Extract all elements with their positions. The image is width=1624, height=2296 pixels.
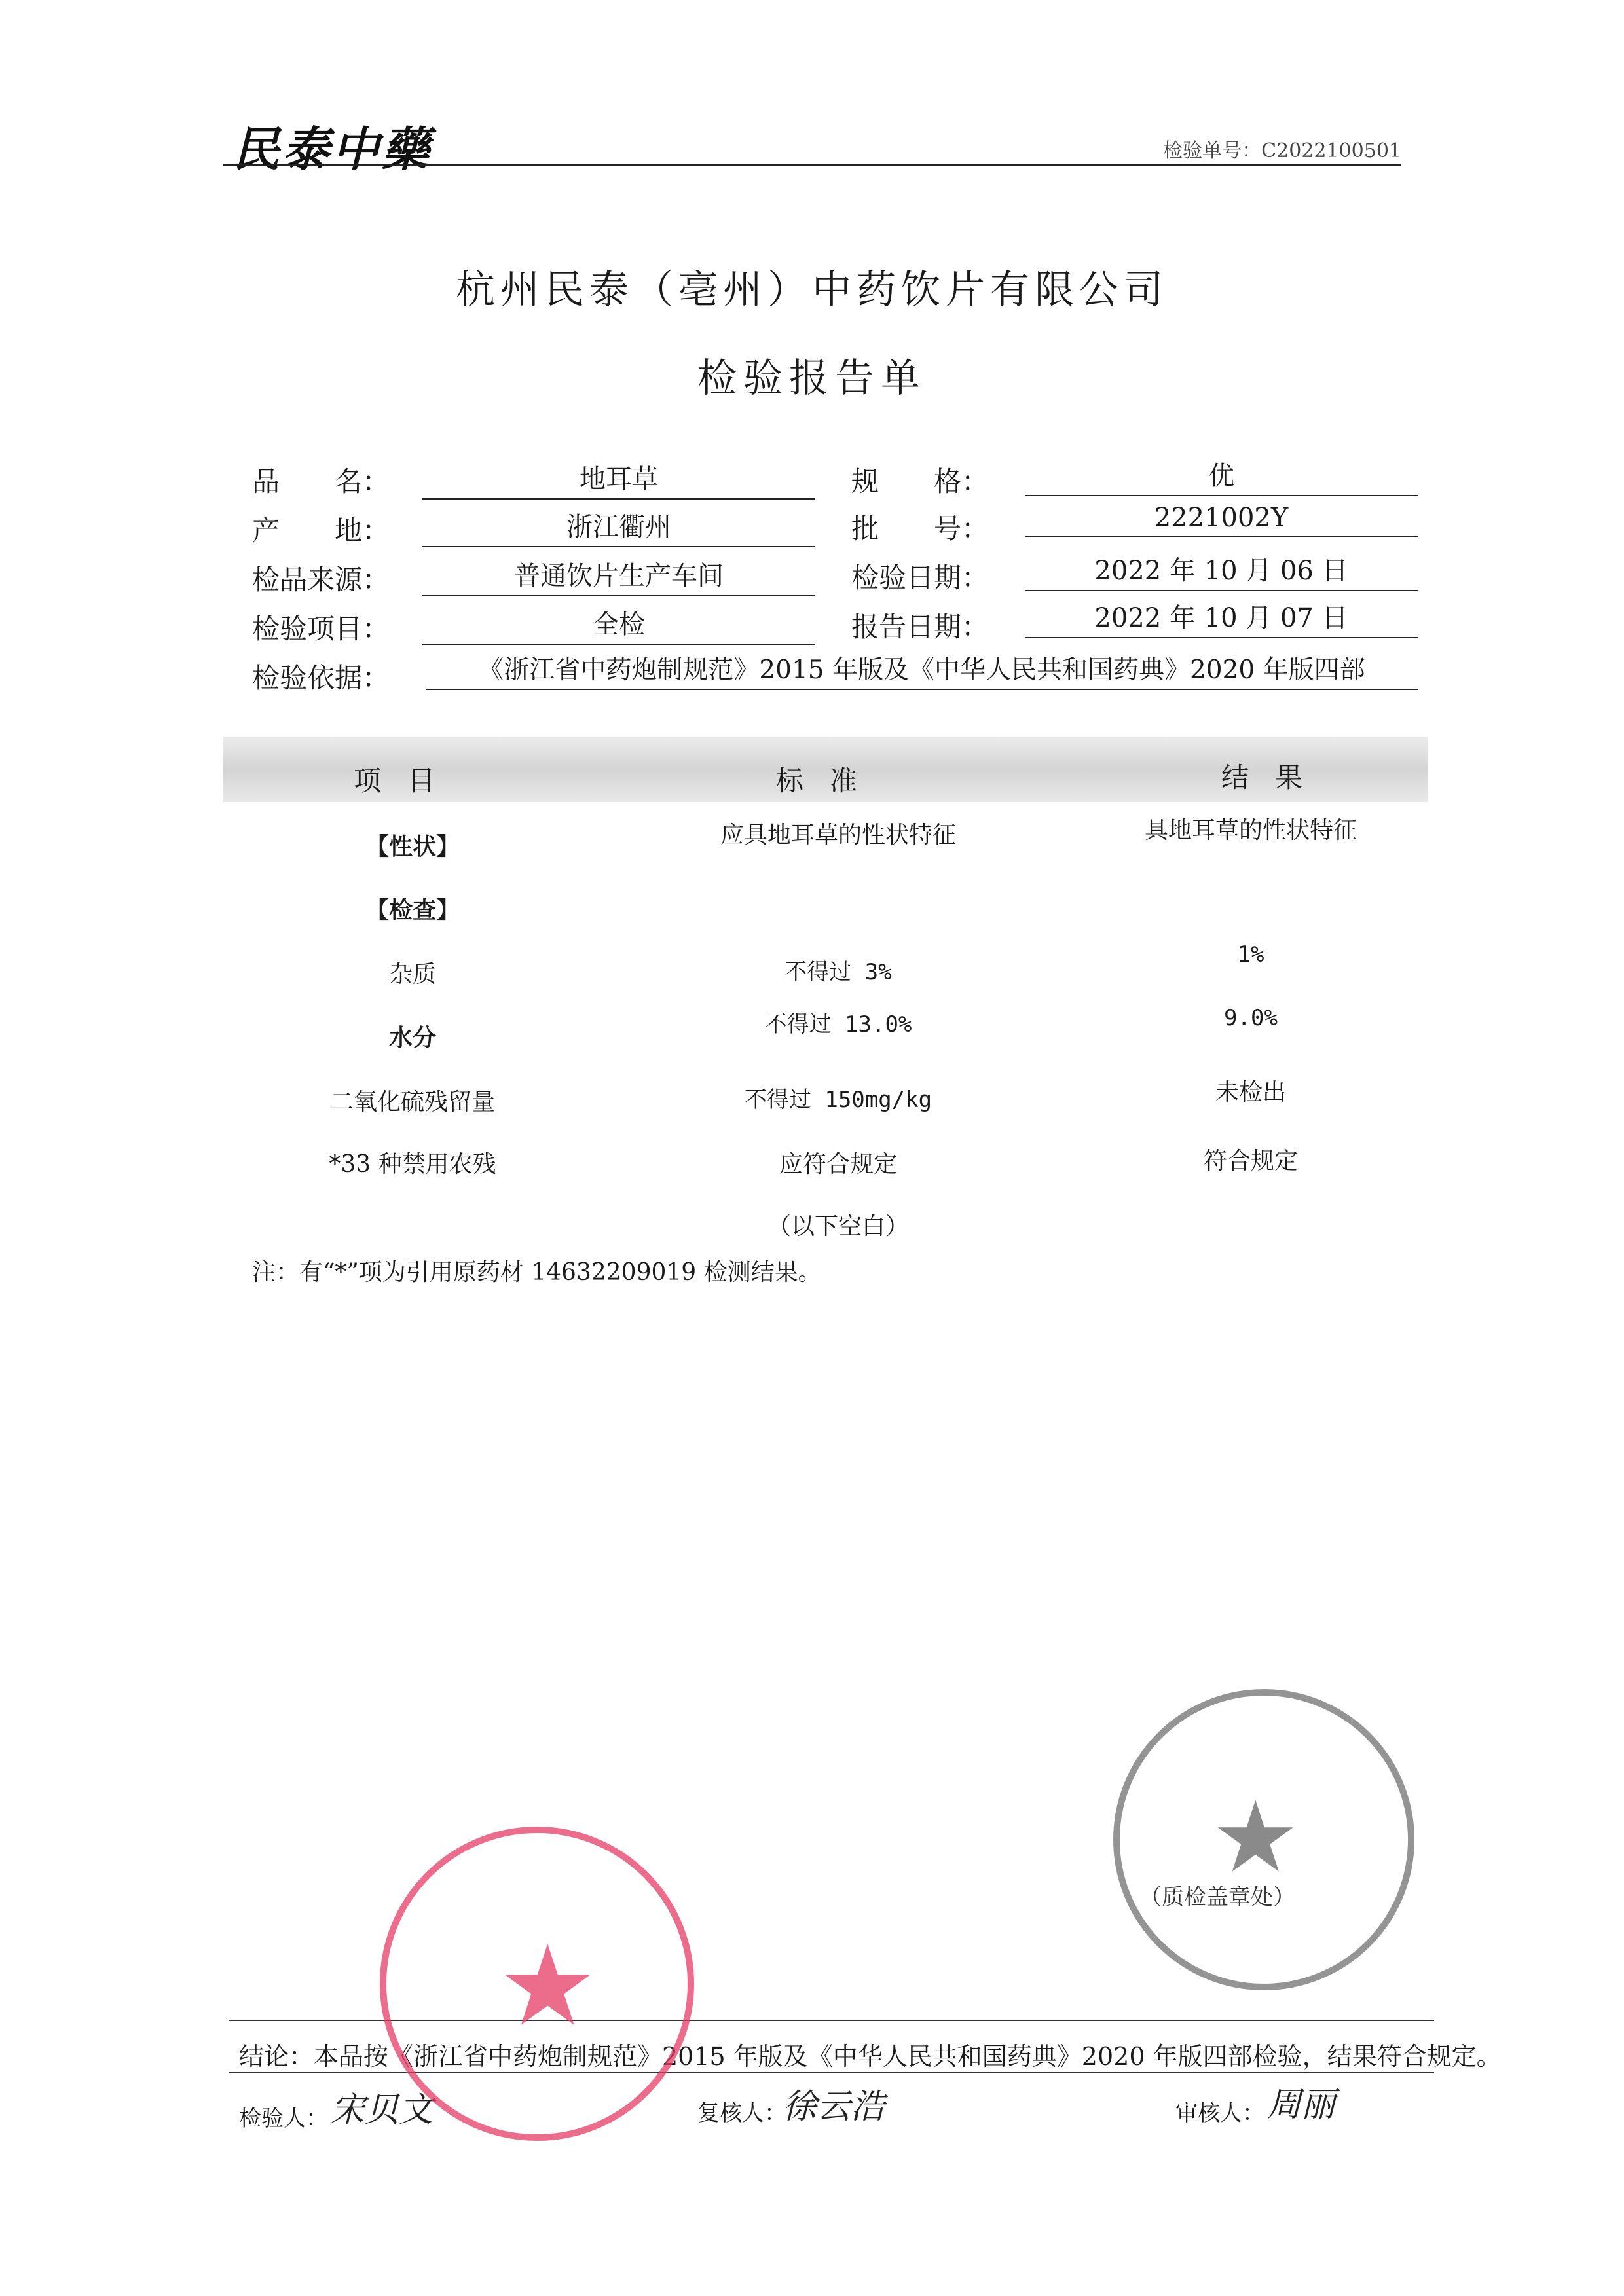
origin-value: 浙江衢州 xyxy=(422,506,815,547)
header-divider xyxy=(223,164,1401,166)
name-label: 品 名： xyxy=(252,465,390,498)
conclusion: 结论：本品按《浙江省中药炮制规范》2015 年版及《中华人民共和国药典》2020 年版四部检验，结果符合规定。 xyxy=(239,2042,1502,2071)
row-result-impurity: 1% xyxy=(1237,941,1264,968)
approver-signature: 周丽 xyxy=(1267,2085,1336,2124)
row-item-moisture: 水分 xyxy=(388,1024,436,1051)
star-icon: ★ xyxy=(1211,1781,1300,1895)
row-item-pesticide: *33 种禁用农残 xyxy=(329,1151,496,1178)
row-item-inspection: 【检查】 xyxy=(365,896,460,924)
col-header-result: 结果 xyxy=(1221,761,1329,793)
basis-value: 《浙江省中药炮制规范》2015 年版及《中华人民共和国药典》2020 年版四部 xyxy=(426,649,1418,690)
source-label: 检品来源： xyxy=(252,564,390,596)
footnote: 注：有“*”项为引用原药材 14632209019 检测结果。 xyxy=(252,1259,822,1286)
source-value: 普通饮片生产车间 xyxy=(422,555,815,596)
row-standard-appearance: 应具地耳草的性状特征 xyxy=(720,822,956,848)
row-standard-moisture: 不得过 13.0% xyxy=(764,1011,912,1038)
test-date-value: 2022 年 10 月 06 日 xyxy=(1025,550,1418,591)
row-result-pesticide: 符合规定 xyxy=(1203,1148,1298,1175)
row-item-so2: 二氧化硫残留量 xyxy=(329,1089,495,1116)
row-standard-impurity: 不得过 3% xyxy=(784,959,892,985)
row-result-appearance: 具地耳草的性状特征 xyxy=(1144,817,1357,844)
col-header-item: 项目 xyxy=(354,765,462,797)
reviewer-label: 复核人： xyxy=(697,2100,786,2126)
spec-label: 规 格： xyxy=(851,465,989,498)
test-date-label: 检验日期： xyxy=(851,562,989,594)
star-icon: ★ xyxy=(498,1922,598,2051)
report-date-value: 2022 年 10 月 07 日 xyxy=(1025,597,1418,638)
inspector-label: 检验人： xyxy=(239,2105,328,2132)
item-label: 检验项目： xyxy=(252,613,390,645)
row-standard-pesticide: 应符合规定 xyxy=(779,1151,897,1178)
company-title: 杭州民泰（亳州）中药饮片有限公司 xyxy=(456,267,1168,313)
row-item-appearance: 【性状】 xyxy=(365,833,460,860)
report-date-label: 报告日期： xyxy=(851,611,989,643)
row-standard-so2: 不得过 150mg/kg xyxy=(744,1087,932,1113)
origin-label: 产 地： xyxy=(252,515,390,547)
col-header-standard: 标准 xyxy=(776,765,884,797)
basis-label: 检验依据： xyxy=(252,662,390,694)
row-result-so2: 未检出 xyxy=(1215,1079,1286,1106)
doc-number: 检验单号：C2022100501 xyxy=(1163,139,1401,162)
inspector-signature: 宋贝文 xyxy=(331,2090,434,2130)
row-item-impurity: 杂质 xyxy=(388,961,436,988)
batch-label: 批 号： xyxy=(851,513,989,545)
item-value: 全检 xyxy=(422,604,815,645)
blank-below-note: （以下空白） xyxy=(767,1213,909,1240)
name-value: 地耳草 xyxy=(422,458,815,500)
row-result-moisture: 9.0% xyxy=(1224,1005,1278,1031)
reviewer-signature: 徐云浩 xyxy=(783,2087,885,2126)
batch-value: 2221002Y xyxy=(1025,503,1418,537)
stamp-caption: （质检盖章处） xyxy=(1139,1884,1295,1910)
spec-value: 优 xyxy=(1025,455,1418,496)
company-logo: 民泰中藥 xyxy=(232,121,432,177)
report-title: 检验报告单 xyxy=(697,355,927,401)
approver-label: 审核人： xyxy=(1175,2100,1264,2126)
